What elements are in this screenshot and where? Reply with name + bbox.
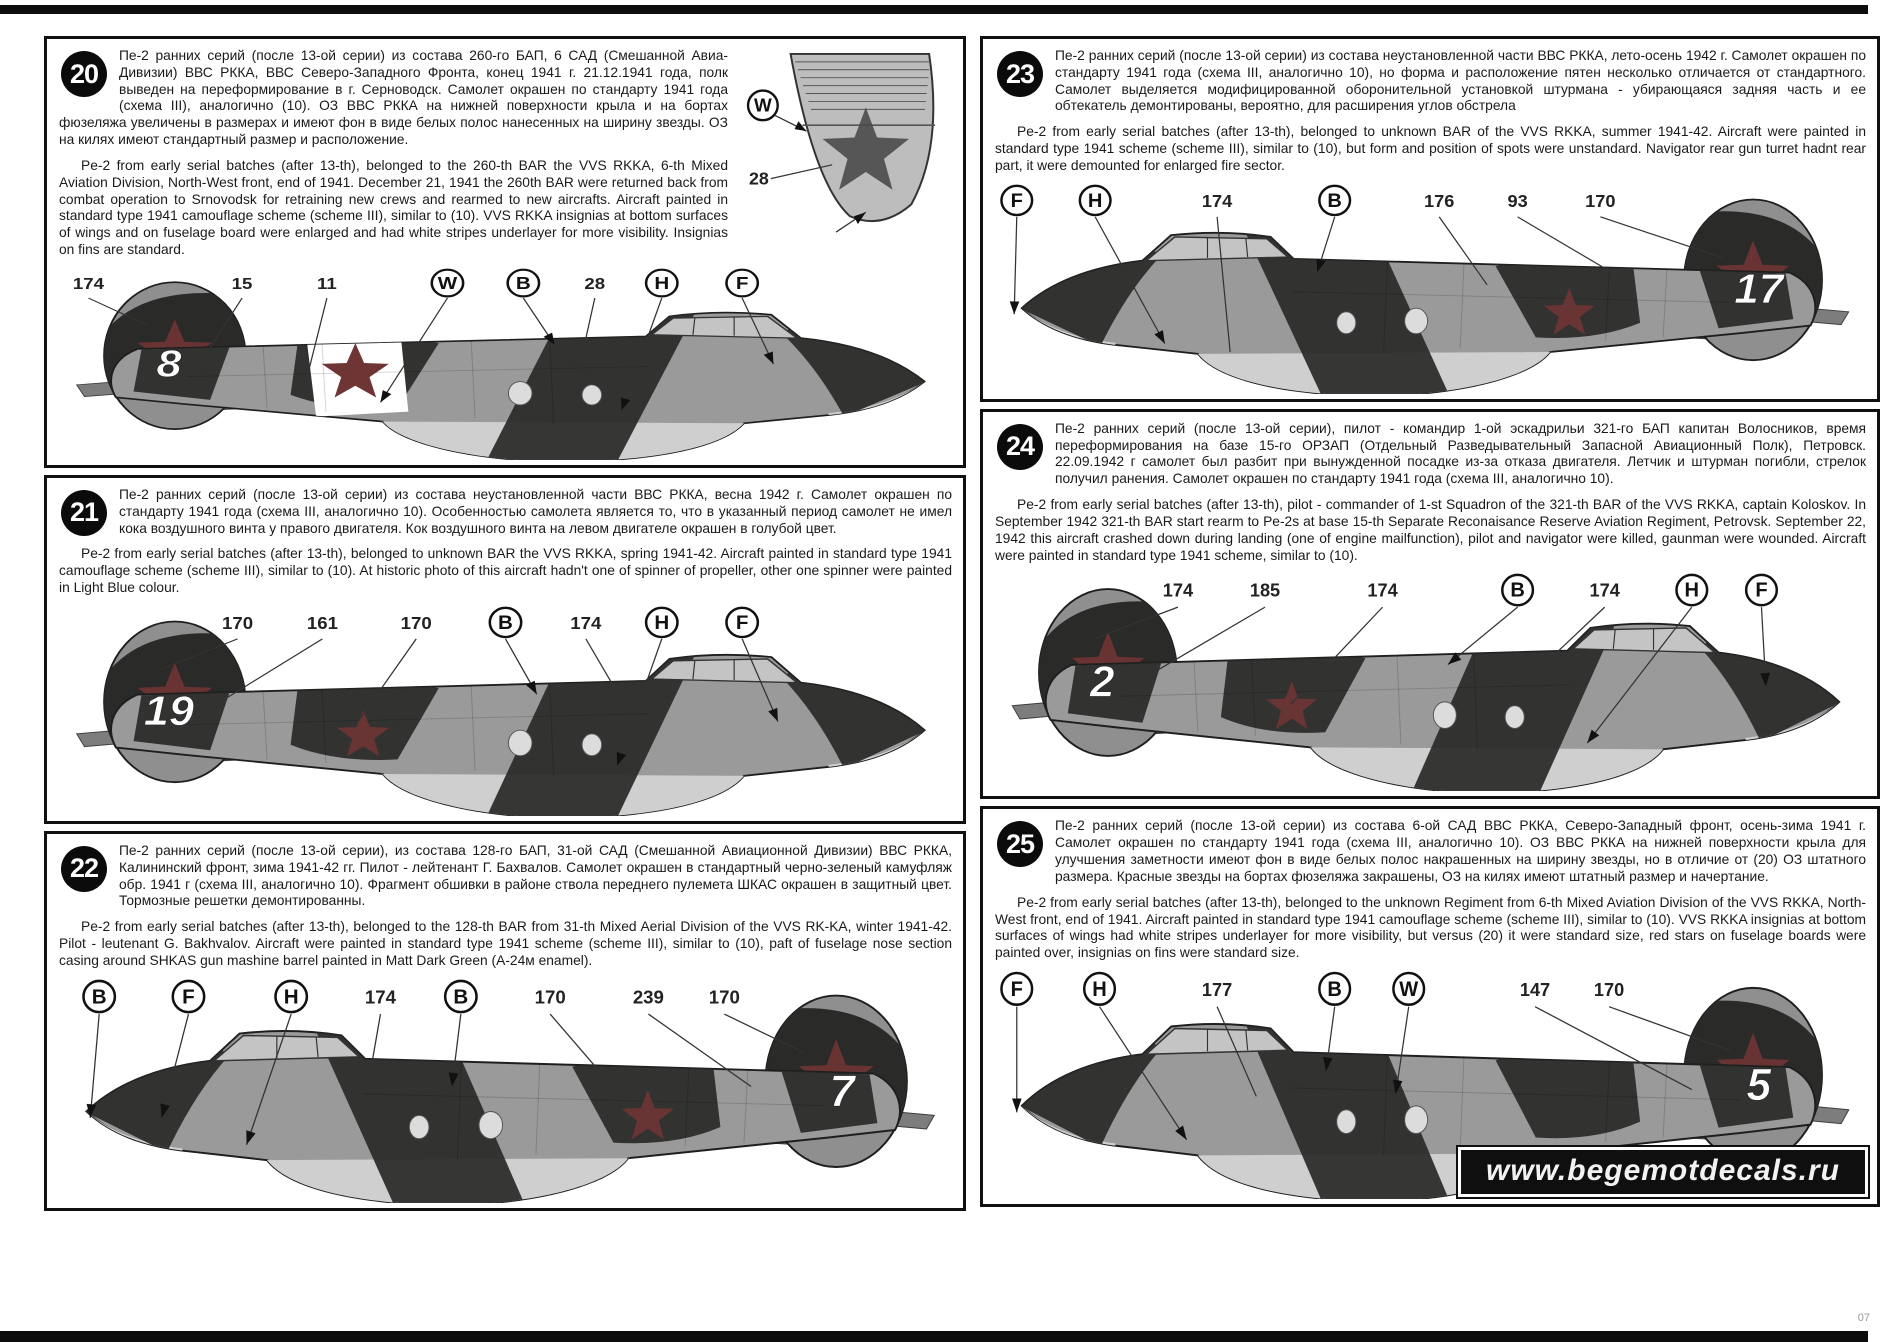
svg-text:147: 147 (1519, 978, 1551, 1000)
svg-text:177: 177 (1201, 978, 1233, 1000)
aircraft-drawing (995, 971, 1866, 1199)
svg-text:B: B (453, 985, 469, 1009)
section-text-ru: Пе-2 ранних серий (после 13-ой серии) из состава 260-го БАП, 6 САД (Смешанной Авиа-Дивизии) ВВС РККА, ВВС Северо-Западного Фронта, конец 1941 г. 21.12.1941 года, полк выведен на переформирование в г. Серноводск. Самолет окрашен по стандарту 1941 года (схема III), аналогично (10). ОЗ ВВС РККА на нижней поверхности крыла и на бортах фюзеляжа увеличены в размерах и имеют фон в виде белых полос нанесенных на ширину звезды. ОЗ на килях имеют стандартный размер и расположение. (59, 48, 728, 148)
section-text-en: Pe-2 from early serial batches (after 13-th), belonged to the 260-th BAR the VVS RKKA, 6-th Mixed Aviation Division, North-West front, end of 1941. December 21, 1941 the 260th BAR were returned back from combat operation to Srnovodsk for retraining new crews and rearmed to new aircrafts. Aircraft painted in standard type 1941 camouflage scheme (scheme III), similar to (10). VVS RKKA insignias at bottom surfaces of wings and on fuselage board were enlarged and had white stripes underlayer for more visibility. Insignias on fins are standard. (59, 157, 728, 258)
svg-text:H: H (1092, 977, 1107, 1001)
section-box-20 (44, 36, 966, 468)
aircraft-svg (995, 184, 1866, 394)
svg-text:F: F (1010, 190, 1023, 212)
svg-text:H: H (283, 985, 299, 1009)
wing-underside-inset (740, 48, 952, 238)
section-text-en: Pe-2 from early serial batches (after 13-th), belonged to unknown BAR of the VVS RKKA, summer 1941-42. Aircraft were painted in standard type 1941 scheme (scheme III), similar to (10), but form and position of spots were unstandard. Navigator rear gun turret hadnt rear part, it were demounted for enlarged fire sector. (995, 124, 1866, 173)
svg-text:28: 28 (584, 274, 606, 293)
svg-text:170: 170 (534, 986, 566, 1008)
aircraft-drawing (59, 979, 952, 1203)
svg-text:2: 2 (1089, 657, 1115, 707)
svg-text:185: 185 (1249, 581, 1281, 602)
section-number: 25 (1005, 828, 1035, 859)
website-banner[interactable]: www.begemotdecals.ru (1456, 1145, 1870, 1199)
section-number: 20 (69, 58, 99, 89)
svg-text:161: 161 (306, 613, 338, 633)
svg-text:174: 174 (570, 613, 602, 633)
column-left (44, 36, 966, 1211)
section-box-23 (980, 36, 1880, 402)
aircraft-svg (59, 606, 952, 816)
column-right (980, 36, 1880, 1211)
section-number-badge (61, 846, 107, 892)
svg-text:F: F (182, 985, 195, 1009)
svg-text:174: 174 (72, 274, 105, 293)
aircraft-svg (995, 573, 1866, 791)
svg-text:B: B (1510, 580, 1525, 603)
section-box-25 (980, 806, 1880, 1207)
svg-text:W: W (754, 94, 772, 116)
svg-text:F: F (735, 612, 749, 634)
section-number-badge (997, 424, 1043, 470)
svg-text:239: 239 (632, 986, 664, 1008)
section-text-en: Pe-2 from early serial batches (after 13-th), pilot - commander of 1-st Squadron of the 321-th BAR of the VVS RKKA, captain Koloskov. In September 1942 321-th BAR start rearm to Pe-2s at base 15-th Separate Reconaisance Reserve Aviation Regiment, Petrovsk. September 22, 1942 this aircraft crashed down during landing (one of engine mailfunction), pilot and navigator were killed, gaunman were wounded. Aircraft were painted in standard type 1941 scheme, similar to (10). (995, 497, 1866, 563)
section-text-ru: Пе-2 ранних серий (после 13-ой серии) из состава 6-ой САД ВВС РККА, Северо-Западный фронт, осень-зима 1941 г. Самолет окрашен по стандарту 1941 года (схема III, аналогично 10). ОЗ ВВС РККА на нижней поверхности крыла для улучшения заметности имеют фон в виде белых полос накрашенных на ширину звезды, но в отличие от (20) ОЗ штатного размера. Красные звезды на бортах фюзеляжа закрашены, ОЗ на килях имеют штатный размер и начертание. (1055, 818, 1866, 884)
svg-text:15: 15 (231, 274, 253, 293)
svg-text:170: 170 (708, 986, 740, 1008)
svg-text:17: 17 (1734, 265, 1784, 313)
svg-text:B: B (498, 612, 513, 634)
section-number: 21 (69, 497, 99, 528)
svg-text:7: 7 (829, 1064, 855, 1116)
section-text-en: Pe-2 from early serial batches (after 13-th), belonged to the 128-th BAR from 31-th Mixed Aerial Division of the VVS RK-KA, winter 1941-42. Pilot - leutenant G. Bakhvalov. Aircraft were painted in standard type 1941 scheme (scheme III), similar to (10), paft of fuselage nose section casing around SHKAS gun mashine barrel painted in Matt Dark Green (А-24м enamel). (59, 919, 952, 968)
svg-text:170: 170 (400, 613, 432, 633)
svg-text:174: 174 (1162, 581, 1194, 602)
section-box-22 (44, 831, 966, 1211)
page-columns (44, 36, 1880, 1211)
svg-text:B: B (91, 985, 107, 1009)
svg-text:5: 5 (1746, 1059, 1772, 1111)
svg-text:28: 28 (749, 168, 769, 189)
aircraft-drawing (995, 184, 1866, 394)
section-number-badge (61, 51, 107, 97)
svg-text:176: 176 (1424, 191, 1455, 211)
svg-text:174: 174 (1367, 581, 1398, 602)
svg-text:H: H (654, 612, 670, 634)
section-text-ru: Пе-2 ранних серий (после 13-ой серии) из состава неустановленной части ВВС РККА, весна 1942 г. Самолет окрашен по стандарту 1941 года (схема III, аналогично 10). Особенностью самолета является то, что в указанный период самолет не имел кока воздушного винта у правого двигателя. Кок воздушного винта на левом двигателе окрашен в голубой цвет. (119, 486, 952, 536)
page-top-rule (0, 5, 1868, 14)
section-text-en: Pe-2 from early serial batches (after 13-th), belonged to the unknown Regiment from 6-th Mixed Aviation Division of the VVS RKKA, North-West front, end of 1941. Aircraft painted in standard type 1941 camouflage scheme (scheme III), similar to (10). VVS RKKA insignias at bottom surfaces of wings had white stripes underlayer for more visibility, but versus (20) it were standard size, red stars on fuselage boards were painted over, insignias on fins were standard size. (995, 894, 1866, 961)
svg-text:174: 174 (1201, 191, 1233, 211)
section-box-24 (980, 409, 1880, 800)
wing-inset-svg (740, 48, 952, 238)
svg-text:B: B (1327, 190, 1342, 212)
svg-text:W: W (1399, 977, 1419, 1001)
section-text-en: Pe-2 from early serial batches (after 13-th), belonged to unknown BAR the VVS RKKA, spring 1941-42. Aircraft painted in standard type 1941 camouflage scheme (scheme III), similar to (10). At historic photo of this aircraft hadn't one of spinner of propeller, other one spinner were painted in Light Blue colour. (59, 546, 952, 596)
section-number-badge (61, 490, 107, 536)
section-text-ru: Пе-2 ранних серий (после 13-ой серии), из состава 128-го БАП, 31-ой САД (Смешанной Авиационной Дивизии) ВВС РККА, Калининский фронт, зима 1941-42 гг. Пилот - лейтенант Г. Бахвалов. Самолет окрашен в стандартный черно-зеленый камуфляж обр. 1941 г (схема III, аналогично 10). Фрагмент обшивки в районе ствола переднего пулемета ШКАС окрашен в защитный цвет. Тормозные решетки демонтированны. (119, 842, 952, 909)
section-text-ru: Пе-2 ранних серий (после 13-ой серии), пилот - командир 1-ой эскадрильи 321-го БАП капитан Волосников, время переформирования на базе 15-го ОРЗАП (Отдельный Разведывательный Запасной Авиационный Полк), Петровск. 22.09.1942 г самолет был разбит при вынужденной посадке из-за отказа двигателя. Летчик и штурман погибли, стрелок получил ранения. Самолет окрашен по стандарту 1941 года (схема III, аналогично 10). (1055, 420, 1866, 487)
svg-text:93: 93 (1507, 191, 1528, 211)
aircraft-drawing (59, 268, 952, 460)
svg-text:F: F (1010, 977, 1023, 1001)
svg-text:W: W (437, 274, 458, 294)
aircraft-svg (59, 979, 952, 1203)
svg-text:H: H (1684, 580, 1700, 603)
section-number: 22 (69, 853, 99, 884)
aircraft-drawing (59, 606, 952, 816)
aircraft-drawing (995, 573, 1866, 791)
section-text-ru: Пе-2 ранних серий (после 13-ой серии) из состава неустановленной части ВВС РККА, лето-осень 1942 г. Самолет окрашен по стандарту 1941 года (схема III, аналогично 10), но форма и расположение пятен несколько отличается от стандартного. Самолет выделяется модифицированной оборонительной установкой штурмана - убирающаяся задняя часть и ее обтекатель демонтированы, вероятно, для расширения углов обстрела (1055, 48, 1866, 114)
svg-text:F: F (735, 274, 749, 294)
svg-text:19: 19 (143, 688, 195, 735)
svg-text:8: 8 (156, 341, 182, 385)
section-number: 24 (1005, 431, 1035, 462)
section-number-badge (997, 51, 1043, 97)
svg-text:H: H (1087, 190, 1103, 212)
svg-text:170: 170 (222, 613, 254, 633)
svg-text:170: 170 (1593, 978, 1625, 1000)
svg-text:11: 11 (317, 274, 337, 293)
svg-text:H: H (654, 274, 670, 294)
svg-text:B: B (515, 274, 531, 294)
svg-text:F: F (1755, 580, 1768, 603)
section-number: 23 (1005, 58, 1035, 89)
svg-text:174: 174 (364, 986, 397, 1008)
page-bottom-rule (0, 1331, 1868, 1342)
svg-text:170: 170 (1585, 191, 1616, 211)
svg-text:B: B (1327, 977, 1342, 1001)
page-number: 07 (1857, 1312, 1870, 1324)
section-box-21 (44, 475, 966, 824)
svg-text:174: 174 (1589, 581, 1620, 602)
aircraft-svg (59, 268, 952, 460)
